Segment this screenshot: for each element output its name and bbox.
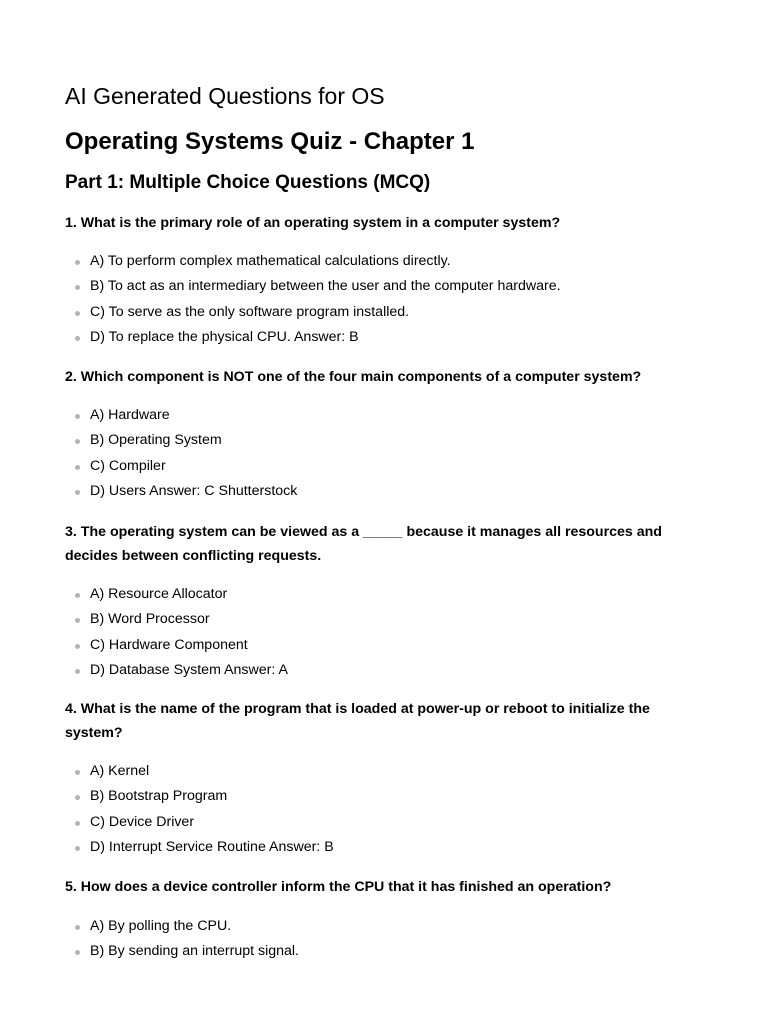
bullet-icon (75, 285, 80, 290)
option-text: B) Bootstrap Program (90, 788, 228, 805)
option-item (65, 607, 288, 632)
option-text: C) Compiler (90, 457, 166, 474)
quiz-title: Operating Systems Quiz - Chapter 1 (65, 128, 475, 155)
option-item (65, 274, 561, 299)
option-item (65, 835, 334, 860)
option-text: B) Word Processor (90, 611, 210, 628)
option-item (65, 325, 561, 350)
bullet-icon (75, 465, 80, 470)
part-title: Part 1: Multiple Choice Questions (MCQ) (65, 172, 431, 193)
bullet-icon (75, 593, 80, 598)
option-item (65, 784, 334, 809)
question-5: 5. How does a device controller inform the CPU that it has finished an operation? (65, 879, 612, 895)
bullet-icon (75, 336, 80, 341)
option-item (65, 403, 297, 428)
option-text: D) Interrupt Service Routine Answer: B (90, 839, 334, 856)
bullet-icon (75, 950, 80, 955)
option-text: C) Hardware Component (90, 636, 248, 653)
document-title: AI Generated Questions for OS (65, 83, 385, 109)
bullet-icon (75, 490, 80, 495)
option-text: A) To perform complex mathematical calculations directly. (90, 253, 451, 269)
bullet-icon (75, 925, 80, 930)
option-item (65, 582, 288, 607)
question-1-options (65, 249, 561, 351)
question-5-options (65, 914, 299, 965)
option-item (65, 633, 288, 658)
option-text: A) Kernel (90, 763, 150, 779)
option-item (65, 249, 561, 274)
option-text: C) Device Driver (90, 813, 195, 830)
question-2-options (65, 403, 297, 505)
option-text: B) Operating System (90, 432, 222, 449)
option-text: A) By polling the CPU. (90, 918, 232, 934)
option-text: B) By sending an interrupt signal. (90, 943, 299, 960)
bullet-icon (75, 260, 80, 265)
question-1: 1. What is the primary role of an operating system in a computer system? (65, 215, 561, 231)
option-text: B) To act as an intermediary between the user and the computer hardware. (90, 278, 561, 295)
option-text: A) Resource Allocator (90, 586, 228, 602)
question-4-options (65, 759, 334, 861)
bullet-icon (75, 644, 80, 649)
option-item (65, 428, 297, 453)
option-item (65, 939, 299, 964)
bullet-icon (75, 795, 80, 800)
option-item (65, 300, 561, 325)
option-item (65, 810, 334, 835)
option-text: D) Users Answer: C Shutterstock (90, 483, 298, 500)
option-text: C) To serve as the only software program installed. (90, 303, 410, 320)
option-text: D) To replace the physical CPU. Answer: B (90, 329, 359, 346)
bullet-icon (75, 439, 80, 444)
question-3-options (65, 582, 288, 684)
option-text: D) Database System Answer: A (90, 662, 288, 679)
bullet-icon (75, 414, 80, 419)
bullet-icon (75, 846, 80, 851)
bullet-icon (75, 821, 80, 826)
option-item (65, 479, 297, 504)
bullet-icon (75, 770, 80, 775)
question-4: 4. What is the name of the program that is loaded at power-up or reboot to initialize the system? (65, 701, 650, 741)
option-text: A) Hardware (90, 407, 170, 423)
option-item (65, 454, 297, 479)
option-item (65, 759, 334, 784)
bullet-icon (75, 618, 80, 623)
question-2: 2. Which component is NOT one of the four main components of a computer system? (65, 369, 642, 385)
option-item (65, 914, 299, 939)
bullet-icon (75, 311, 80, 316)
question-3: 3. The operating system can be viewed as a _____ because it manages all resources and decides between conflicting requests. (65, 524, 662, 564)
bullet-icon (75, 669, 80, 674)
option-item (65, 658, 288, 683)
